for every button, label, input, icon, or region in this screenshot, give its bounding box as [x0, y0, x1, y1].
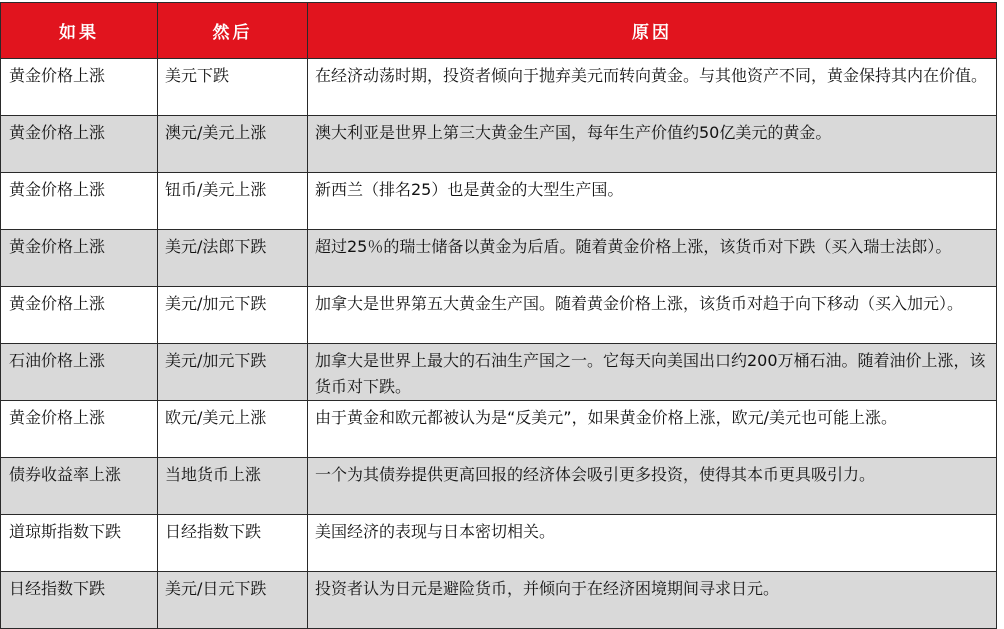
- table-row: [1, 572, 997, 629]
- cell-reason: 加拿大是世界第五大黄金生产国。随着黄金价格上涨，该货币对趋于向下移动（买入加元）。: [308, 287, 997, 344]
- cell-if: 石油价格上涨: [1, 344, 158, 401]
- table-row: [1, 287, 997, 344]
- cell-then: 美元/日元下跌: [158, 572, 308, 629]
- cell-then: 钮币/美元上涨: [158, 173, 308, 230]
- cell-if: 黄金价格上涨: [1, 173, 158, 230]
- header-if: 如果: [1, 3, 158, 59]
- cell-reason: 新西兰（排名25）也是黄金的大型生产国。: [308, 173, 997, 230]
- cell-reason: 投资者认为日元是避险货币，并倾向于在经济困境期间寻求日元。: [308, 572, 997, 629]
- header-then: 然后: [158, 3, 308, 59]
- header-reason: 原因: [308, 3, 997, 59]
- cell-if: 日经指数下跌: [1, 572, 158, 629]
- table-row: [1, 173, 997, 230]
- cell-if: 黄金价格上涨: [1, 230, 158, 287]
- cell-reason: 澳大利亚是世界上第三大黄金生产国，每年生产价值约50亿美元的黄金。: [308, 116, 997, 173]
- cell-if: 道琼斯指数下跌: [1, 515, 158, 572]
- cell-reason: 在经济动荡时期，投资者倾向于抛弃美元而转向黄金。与其他资产不同，黄金保持其内在价值。: [308, 59, 997, 116]
- cell-reason: 加拿大是世界上最大的石油生产国之一。它每天向美国出口约200万桶石油。随着油价上涨，该货币对下跌。: [308, 344, 997, 401]
- table-row: [1, 59, 997, 116]
- cell-then: 日经指数下跌: [158, 515, 308, 572]
- table-row: [1, 401, 997, 458]
- cell-if: 黄金价格上涨: [1, 287, 158, 344]
- cell-reason: 一个为其债券提供更高回报的经济体会吸引更多投资，使得其本币更具吸引力。: [308, 458, 997, 515]
- cell-then: 美元下跌: [158, 59, 308, 116]
- cell-then: 当地货币上涨: [158, 458, 308, 515]
- header-row: [1, 3, 997, 59]
- correlation-table: [0, 2, 997, 629]
- cell-if: 黄金价格上涨: [1, 59, 158, 116]
- cell-reason: 由于黄金和欧元都被认为是“反美元”，如果黄金价格上涨，欧元/美元也可能上涨。: [308, 401, 997, 458]
- table-row: [1, 230, 997, 287]
- cell-then: 美元/加元下跌: [158, 287, 308, 344]
- cell-if: 债券收益率上涨: [1, 458, 158, 515]
- cell-then: 欧元/美元上涨: [158, 401, 308, 458]
- table-row: [1, 344, 997, 401]
- table-row: [1, 515, 997, 572]
- cell-then: 美元/加元下跌: [158, 344, 308, 401]
- table-row: [1, 116, 997, 173]
- cell-then: 澳元/美元上涨: [158, 116, 308, 173]
- cell-reason: 美国经济的表现与日本密切相关。: [308, 515, 997, 572]
- cell-if: 黄金价格上涨: [1, 116, 158, 173]
- cell-then: 美元/法郎下跌: [158, 230, 308, 287]
- cell-if: 黄金价格上涨: [1, 401, 158, 458]
- table-row: [1, 458, 997, 515]
- cell-reason: 超过25％的瑞士储备以黄金为后盾。随着黄金价格上涨，该货币对下跌（买入瑞士法郎）。: [308, 230, 997, 287]
